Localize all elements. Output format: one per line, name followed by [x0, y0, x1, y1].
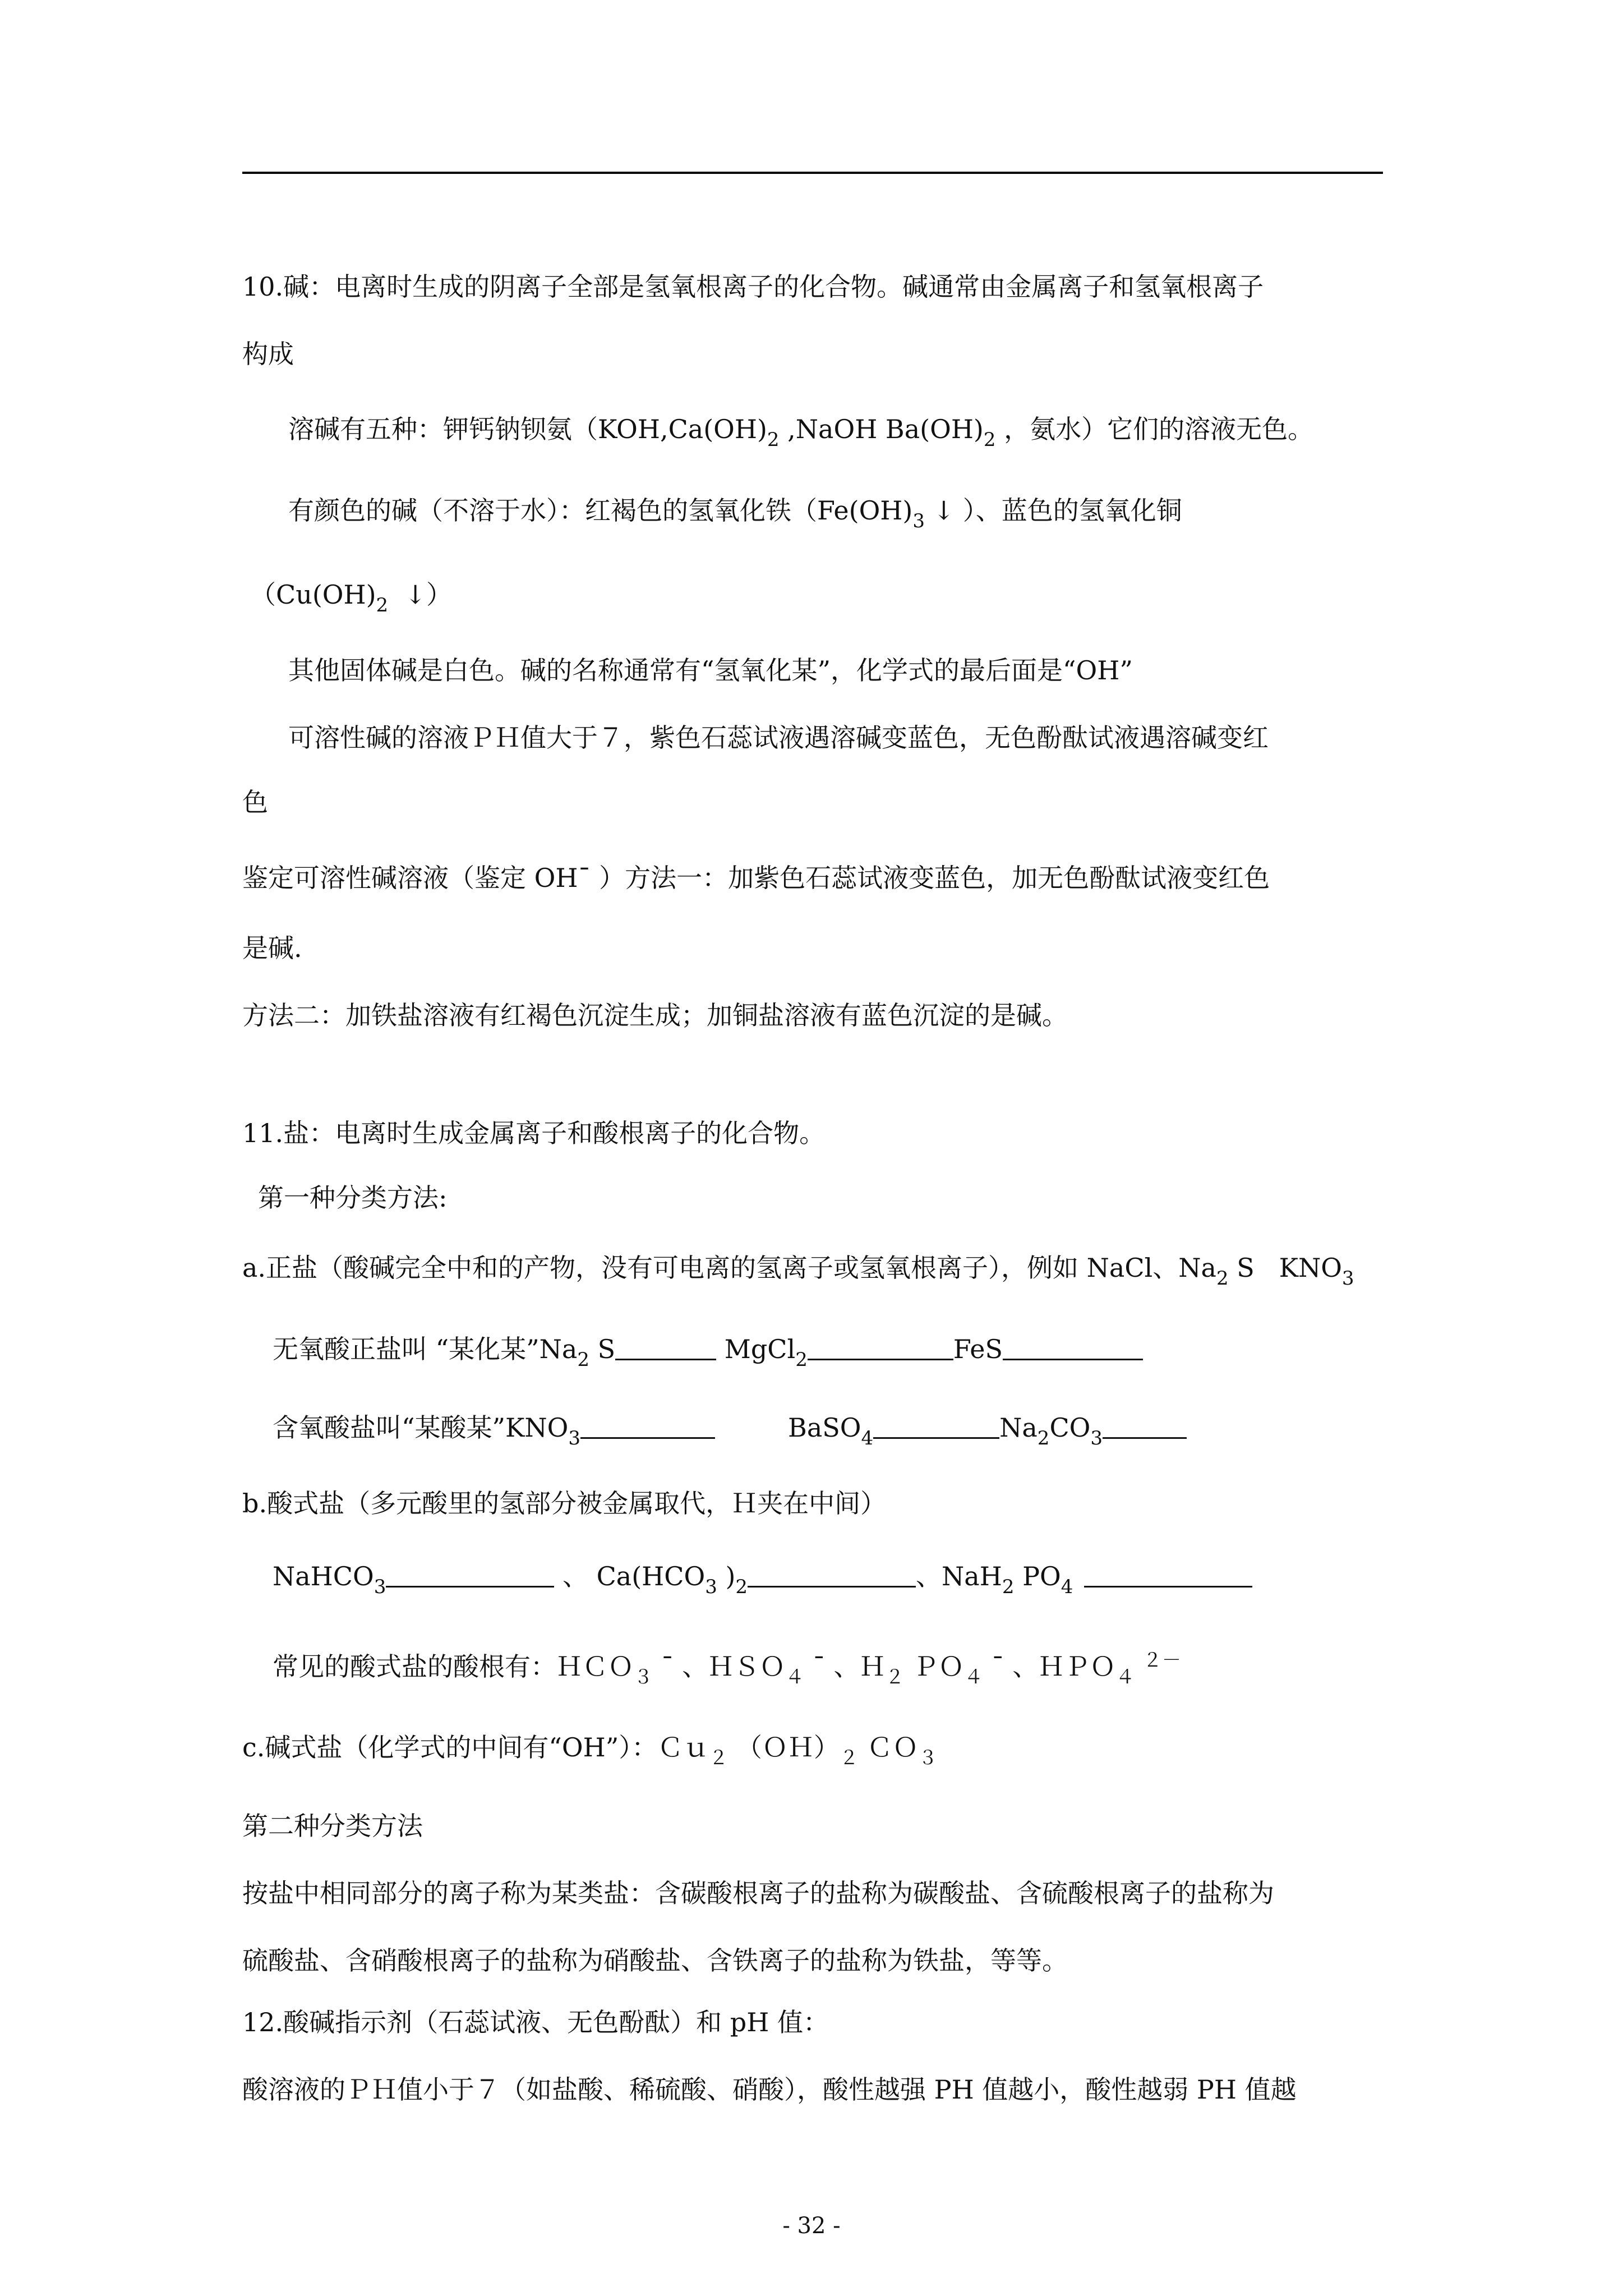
subscript: 4: [861, 1427, 874, 1450]
subscript: 3: [568, 1427, 581, 1450]
subscript: 2: [1037, 1427, 1050, 1450]
text: c.碱式盐（化学式的中间有“OH”）：Ｃｕ: [242, 1732, 709, 1763]
text: ↓）: [388, 579, 452, 610]
text: ¯ 、Ｈ: [804, 1651, 886, 1682]
text: MgCl: [716, 1334, 796, 1364]
acid-radicals-line: [273, 1644, 1181, 1694]
classification-one-heading: 第一种分类方法:: [258, 1182, 448, 1213]
text: 、 Ca(HCO: [554, 1561, 706, 1591]
subscript: 2: [767, 429, 780, 451]
soluble-bases-line: [288, 412, 1313, 457]
normal-salt-line: [242, 1251, 1354, 1295]
subscript: ４: [964, 1666, 984, 1688]
subscript: 4: [1061, 1576, 1073, 1598]
subscript: ３: [634, 1666, 653, 1688]
subscript: 3: [374, 1576, 386, 1598]
text: （Cu(OH): [250, 579, 376, 610]
text: 含氧酸盐叫“某酸某”KNO: [273, 1412, 569, 1443]
text: ＰＯ: [904, 1651, 965, 1682]
subscript: ２: [885, 1666, 905, 1688]
text: BaSO: [788, 1412, 861, 1443]
subscript: 3: [705, 1576, 717, 1598]
subscript: ４: [785, 1666, 805, 1688]
subscript: ４: [1115, 1666, 1135, 1688]
identify-method-one-cont: 是碱.: [242, 933, 302, 963]
text: NaHCO: [273, 1561, 374, 1591]
salt-definition: 11.盐：电离时生成金属离子和酸根离子的化合物。: [242, 1118, 826, 1148]
text: ¯ 、ＨＳＯ: [653, 1651, 786, 1682]
text: ,NaOH Ba(OH): [779, 414, 984, 444]
text: a.正盐（酸碱完全中和的产物，没有可电离的氢离子或氢氧根离子），例如 NaCl、Na: [242, 1253, 1216, 1283]
subscript: ２: [839, 1747, 859, 1769]
colored-bases-line-cont: [250, 578, 452, 622]
classification-two-text: 按盐中相同部分的离子称为某类盐：含碳酸根离子的盐称为碳酸盐、含硫酸根离子的盐称为: [242, 1878, 1274, 1908]
subscript: 3: [1341, 1267, 1354, 1290]
fill-blank[interactable]: [386, 1563, 554, 1588]
subscript: 2: [577, 1349, 589, 1371]
basic-salt-line: [242, 1731, 938, 1775]
paragraph-base-definition: 10.碱：电离时生成的阴离子全部是氢氧根离子的化合物。碱通常由金属离子和氢氧根离子: [242, 272, 1264, 302]
fill-blank[interactable]: [580, 1415, 715, 1439]
text: PO: [1014, 1561, 1061, 1591]
subscript: ２: [709, 1747, 728, 1769]
fill-blank[interactable]: [1103, 1415, 1187, 1439]
oxygen-free-salt-line: [273, 1332, 1143, 1377]
text: ＣＯ: [858, 1732, 919, 1763]
white-bases-line: 其他固体碱是白色。碱的名称通常有“氢氧化某”，化学式的最后面是“OH”: [288, 655, 1133, 685]
colored-bases-line: [288, 494, 1182, 538]
text: ↓ ）、蓝色的氢氧化铜: [924, 495, 1182, 526]
acid-salt-examples: [273, 1559, 1252, 1604]
subscript: 2: [735, 1576, 748, 1598]
ph-line: 可溶性碱的溶液ＰＨ值大于７，紫色石蕊试液遇溶碱变蓝色，无色酚酞试液遇溶碱变红: [288, 723, 1269, 753]
superscript: ２－: [1143, 1649, 1181, 1672]
subscript: ３: [918, 1747, 938, 1769]
text: [1135, 1651, 1143, 1682]
oxyacid-salt-line: [273, 1411, 1187, 1455]
subscript: 3: [912, 510, 925, 532]
subscript: 3: [1090, 1427, 1103, 1450]
text: 无氧酸正盐叫 “某化某”Na: [273, 1334, 578, 1364]
subscript: 2: [983, 429, 996, 451]
fill-blank[interactable]: [1084, 1563, 1252, 1588]
fill-blank[interactable]: [873, 1415, 999, 1439]
text: S: [589, 1334, 616, 1364]
text: CO: [1049, 1412, 1091, 1443]
fill-blank[interactable]: [615, 1336, 716, 1360]
text: 、NaH: [916, 1561, 1002, 1591]
subscript: 2: [1002, 1576, 1015, 1598]
fill-blank[interactable]: [748, 1563, 916, 1588]
page-number: - 32 -: [782, 2213, 841, 2239]
identify-method-one: 鉴定可溶性碱溶液（鉴定 OH¯ ）方法一：加紫色石蕊试液变蓝色，加无色酚酞试液变红色: [242, 863, 1270, 893]
classification-two-heading: 第二种分类方法: [242, 1811, 423, 1841]
text: 常见的酸式盐的酸根有：ＨＣＯ: [273, 1651, 634, 1682]
subscript: 2: [376, 594, 389, 616]
text: S KNO: [1228, 1253, 1342, 1283]
fill-blank[interactable]: [808, 1336, 953, 1360]
text: 溶碱有五种：钾钙钠钡氨（KOH,Ca(OH): [288, 414, 767, 444]
identify-method-two: 方法二：加铁盐溶液有红褐色沉淀生成；加铜盐溶液有蓝色沉淀的是碱。: [242, 1000, 1068, 1030]
acid-ph-line: 酸溶液的ＰＨ值小于７（如盐酸、稀硫酸、硝酸），酸性越强 PH 值越小，酸性越弱 PH 值越: [242, 2074, 1297, 2105]
paragraph-base-definition-cont: 构成: [242, 339, 294, 369]
text: ): [717, 1561, 736, 1591]
subscript: 2: [1216, 1267, 1229, 1290]
classification-two-text-cont: 硫酸盐、含硝酸根离子的盐称为硝酸盐、含铁离子的盐称为铁盐，等等。: [242, 1945, 1068, 1976]
text: FeS: [953, 1334, 1003, 1364]
fill-blank[interactable]: [1003, 1336, 1143, 1360]
text: Na: [999, 1412, 1038, 1443]
indicator-heading: 12.酸碱指示剂（石蕊试液、无色酚酞）和 pH 值：: [242, 2007, 829, 2037]
text: （ＯＨ）: [728, 1732, 840, 1763]
text: ¯ 、ＨＰＯ: [983, 1651, 1116, 1682]
text: 有颜色的碱（不溶于水）：红褐色的氢氧化铁（Fe(OH): [288, 495, 913, 526]
header-rule: [242, 172, 1383, 174]
subscript: 2: [795, 1349, 808, 1371]
acid-salt-heading: b.酸式盐（多元酸里的氢部分被金属取代，Ｈ夹在中间）: [242, 1488, 887, 1519]
text: ，氨水）它们的溶液无色。: [995, 414, 1314, 444]
ph-line-cont: 色: [242, 787, 268, 817]
